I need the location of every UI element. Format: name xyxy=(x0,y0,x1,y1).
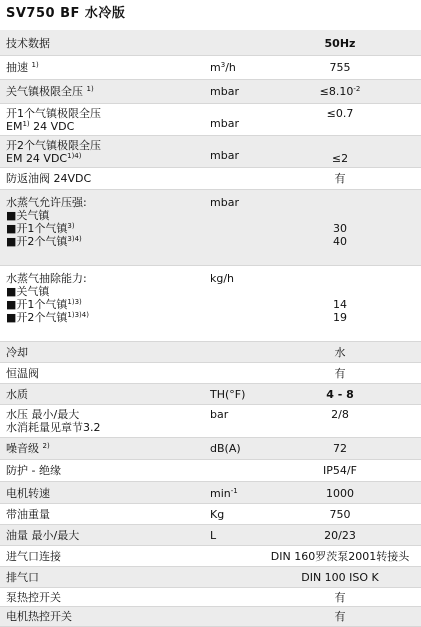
table-row xyxy=(0,30,421,56)
spec-value xyxy=(250,508,421,521)
table-row xyxy=(0,342,421,363)
spec-unit-line: $m^3/h$ xyxy=(210,61,236,74)
spec-label xyxy=(6,61,206,74)
spec-value-line: ≤2 xyxy=(331,152,349,165)
spec-label-line: 噪音级 $^{2)}$ xyxy=(6,442,50,455)
spec-value xyxy=(250,529,421,542)
spec-unit-line: kg/h xyxy=(210,272,235,285)
spec-label xyxy=(6,610,206,623)
spec-value xyxy=(250,107,421,133)
table-row xyxy=(0,104,421,136)
spec-value xyxy=(250,591,421,604)
spec-value-line: 72 xyxy=(333,442,347,455)
spec-label-line: 水压 最小/最大 xyxy=(6,408,80,421)
spec-value xyxy=(250,172,421,185)
spec-value xyxy=(250,408,421,434)
table-row xyxy=(0,607,421,627)
spec-value-line: 有 xyxy=(334,367,346,380)
spec-value-line: 19 xyxy=(333,311,347,324)
spec-value xyxy=(250,346,421,359)
spec-label xyxy=(6,139,206,165)
spec-value-line: 4 - 8 xyxy=(326,388,354,401)
spec-value xyxy=(250,571,421,584)
spec-value-line: 750 xyxy=(329,508,351,521)
spec-label xyxy=(6,107,206,133)
table-row xyxy=(0,460,421,482)
spec-value-line: 14 xyxy=(333,298,347,311)
spec-unit-line: TH(°F) xyxy=(210,388,246,401)
spec-unit-line: Kg xyxy=(210,508,225,521)
spec-value-line: 20/23 xyxy=(324,529,356,542)
spec-label-line: 电机热控开关 xyxy=(6,610,72,623)
spec-label xyxy=(6,196,206,248)
spec-value xyxy=(250,550,421,563)
spec-label xyxy=(6,346,206,359)
spec-label-line: 恒温阀 xyxy=(6,367,39,380)
spec-value-line: ≤0.7 xyxy=(326,107,354,120)
spec-unit-line: dB(A) xyxy=(210,442,241,455)
spec-label-line: 防护 - 绝缘 xyxy=(6,464,61,477)
spec-value xyxy=(250,487,421,500)
spec-value-line: 30 xyxy=(333,222,347,235)
spec-label xyxy=(6,591,206,604)
spec-label-line: ■开1个气镇$^{3)}$ xyxy=(6,222,75,235)
spec-value xyxy=(250,464,421,477)
spec-label-line: 带油重量 xyxy=(6,508,50,521)
spec-value-line: 水 xyxy=(334,346,346,359)
spec-label-line: 冷却 xyxy=(6,346,28,359)
spec-table xyxy=(0,30,421,627)
spec-unit-line: $\min^{-1}$ xyxy=(210,487,238,500)
spec-label-line: 电机转速 xyxy=(6,487,50,500)
spec-label xyxy=(6,272,206,324)
spec-unit-line: L xyxy=(210,529,217,542)
table-row xyxy=(0,482,421,504)
spec-unit-line: bar xyxy=(210,408,229,421)
spec-value-line: IP54/F xyxy=(323,464,357,477)
table-row xyxy=(0,168,421,190)
spec-label-line: 抽速 $^{1)}$ xyxy=(6,61,39,74)
spec-label-line: ■关气镇 xyxy=(6,285,50,298)
spec-label xyxy=(6,442,206,455)
spec-label xyxy=(6,487,206,500)
spec-label xyxy=(6,508,206,521)
table-row xyxy=(0,80,421,104)
spec-label-line: ■开2个气镇$^{3)4)}$ xyxy=(6,235,82,248)
table-row xyxy=(0,266,421,342)
spec-unit-line: mbar xyxy=(210,196,239,209)
spec-label xyxy=(6,85,206,98)
spec-label-line: 开2个气镇极限全压 xyxy=(6,139,101,152)
spec-label xyxy=(6,550,206,563)
spec-label-line: 开1个气镇极限全压 xyxy=(6,107,101,120)
spec-value-line: 2/8 xyxy=(331,408,349,421)
spec-value-line xyxy=(250,272,421,285)
spec-label-line: 水质 xyxy=(6,388,28,401)
spec-value xyxy=(250,442,421,455)
table-row xyxy=(0,363,421,384)
spec-label xyxy=(6,464,206,477)
spec-unit-line: mbar xyxy=(210,149,239,162)
spec-value-line xyxy=(250,196,421,209)
spec-value-line: 有 xyxy=(334,172,346,185)
spec-label xyxy=(6,408,206,434)
spec-value-line: DIN 100 ISO K xyxy=(301,571,379,584)
spec-label xyxy=(6,529,206,542)
table-row xyxy=(0,567,421,588)
spec-label-line: 防返油阀 24VDC xyxy=(6,172,92,185)
spec-label-line: ■开1个气镇$^{1)3)}$ xyxy=(6,298,82,311)
table-row xyxy=(0,438,421,460)
spec-value-line: 1000 xyxy=(326,487,354,500)
spec-value xyxy=(250,37,421,50)
spec-label-line: 水蒸气允许压强: xyxy=(6,196,87,209)
table-row xyxy=(0,384,421,405)
spec-value-line xyxy=(250,139,421,152)
table-row xyxy=(0,136,421,168)
spec-value xyxy=(250,61,421,74)
spec-value-line xyxy=(250,285,421,298)
spec-value-line: 有 xyxy=(334,591,346,604)
spec-value xyxy=(250,610,421,623)
table-row xyxy=(0,525,421,546)
spec-unit-line: mbar xyxy=(210,117,239,130)
spec-label xyxy=(6,37,206,50)
spec-value xyxy=(250,196,421,248)
spec-label-line: EM 24 $VDC^{1)4)}$ xyxy=(6,152,82,165)
spec-label-line: ■关气镇 xyxy=(6,209,50,222)
spec-value-line: 40 xyxy=(333,235,347,248)
spec-label xyxy=(6,571,206,584)
table-row xyxy=(0,588,421,607)
spec-label xyxy=(6,388,206,401)
spec-label-line: 技术数据 xyxy=(6,37,50,50)
spec-value-line xyxy=(250,421,421,434)
spec-label xyxy=(6,367,206,380)
table-row xyxy=(0,546,421,567)
spec-label-line: EM$^{1)}$ 24 VDC xyxy=(6,120,75,133)
spec-value-line: 有 xyxy=(334,610,346,623)
spec-value-line: 50Hz xyxy=(324,37,356,50)
spec-value-line xyxy=(250,120,421,133)
spec-label-line: 进气口连接 xyxy=(6,550,61,563)
spec-label-line: 水蒸气抽除能力: xyxy=(6,272,87,285)
table-row xyxy=(0,504,421,525)
table-row xyxy=(0,190,421,266)
spec-value xyxy=(250,388,421,401)
spec-label-line: 水消耗量见章节3.2 xyxy=(6,421,101,434)
spec-label-line: 关气镇极限全压 $^{1)}$ xyxy=(6,85,94,98)
spec-label-line: 油量 最小/最大 xyxy=(6,529,80,542)
spec-value-line: 755 xyxy=(329,61,351,74)
spec-value-line: $\le 8.10^{-2}$ xyxy=(319,85,361,98)
spec-value xyxy=(250,367,421,380)
spec-value-line: DIN 160罗茨泵2001转接头 xyxy=(270,550,410,563)
spec-label-line: 泵热控开关 xyxy=(6,591,61,604)
table-row xyxy=(0,56,421,80)
spec-value xyxy=(250,85,421,98)
spec-value xyxy=(250,139,421,165)
table-row xyxy=(0,405,421,438)
spec-label-line: 排气口 xyxy=(6,571,39,584)
spec-value xyxy=(250,272,421,324)
spec-label-line: ■开2个气镇$^{1)3)4)}$ xyxy=(6,311,89,324)
page-title: SV750 BF 水冷版 xyxy=(6,6,126,21)
spec-unit-line: mbar xyxy=(210,85,239,98)
spec-label xyxy=(6,172,206,185)
spec-value-line xyxy=(250,209,421,222)
